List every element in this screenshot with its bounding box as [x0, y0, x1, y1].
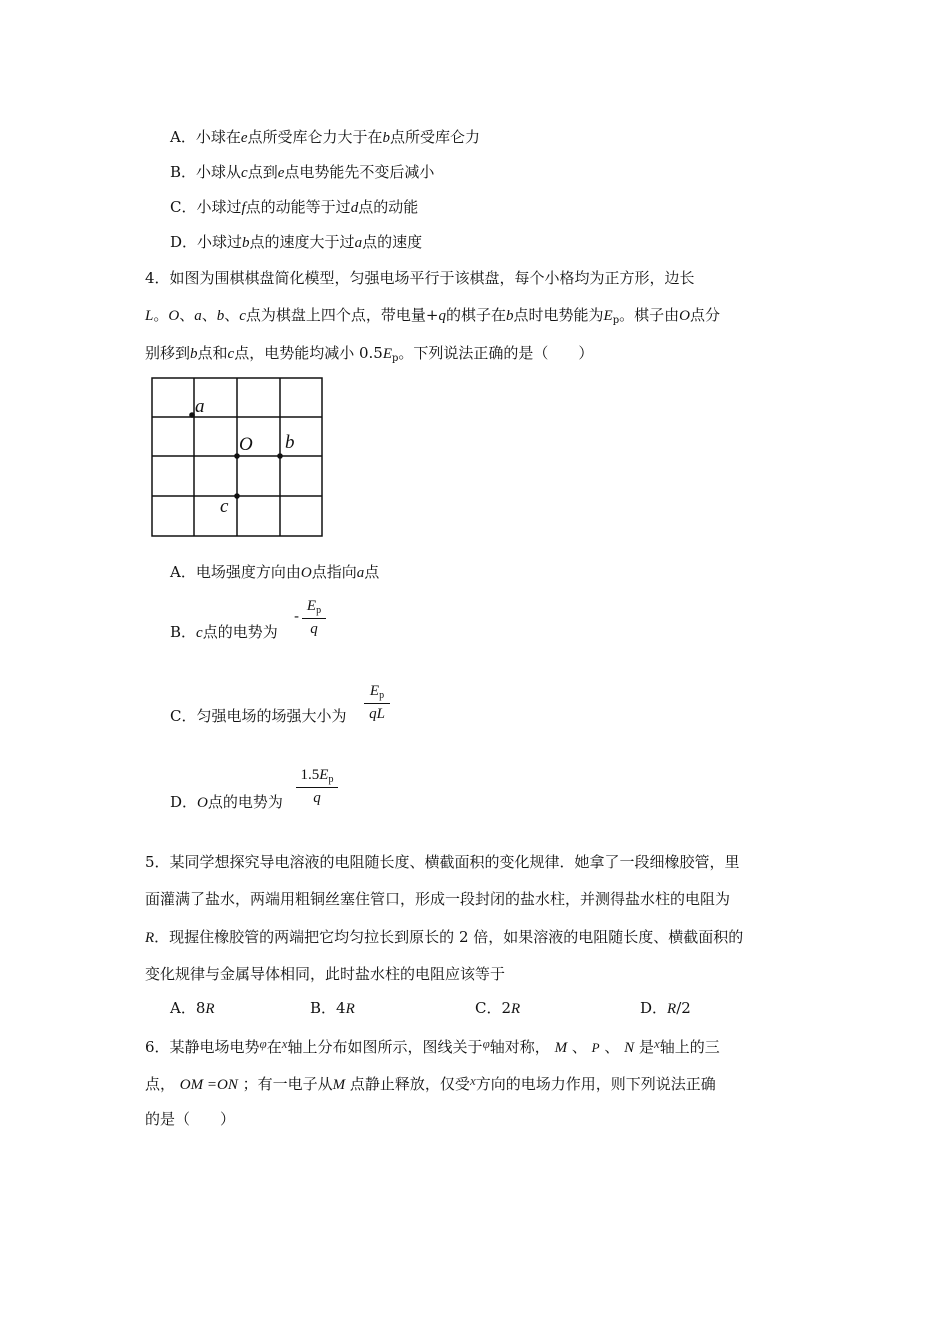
q6-stem-line-2: 点， OM =ON ；有一电子从M 点静止释放，仅受x方向的电场力作用，则下列说法正确: [145, 1073, 716, 1093]
q5-option-d: D．R/2: [640, 999, 691, 1017]
label-c: c: [220, 496, 229, 517]
q4-stem-line-2: L。O、a、b、c点为棋盘上四个点，带电量+q的棋子在b点时电势能为$E_p$。棋子由O点分: [145, 306, 720, 326]
q3-option-c: C．小球过f点的动能等于过d点的动能: [170, 198, 419, 216]
q5-stem-line-1: 5．某同学想探究导电溶液的电阻随长度、横截面积的变化规律．她拿了一段细橡胶管，里: [145, 853, 740, 871]
fraction-ep-over-ql: $E_p$ qL: [364, 683, 390, 723]
q5-options: [170, 998, 770, 1020]
point-c: [234, 493, 240, 499]
q6-stem-line-1: 6．某静电场电势φ在x轴上分布如图所示，图线关于φ轴对称， M 、 P 、 N 是x轴上的三: [145, 1036, 720, 1056]
q4-option-c: C．匀强电场的场强大小为: [170, 707, 347, 725]
q5-option-c: C．2R: [475, 999, 521, 1017]
point-b: [277, 453, 283, 459]
q5-stem-line-4: 变化规律与金属导体相同，此时盐水柱的电阻应该等于: [145, 965, 506, 983]
label-a: a: [195, 396, 205, 417]
point-a: [189, 412, 195, 418]
minus-sign: -: [294, 607, 300, 625]
label-o: O: [239, 434, 253, 455]
q3-option-d: D．小球过b点的速度大于过a点的速度: [170, 233, 423, 251]
q5-stem-line-2: 面灌满了盐水，两端用粗铜丝塞住管口，形成一段封闭的盐水柱，并测得盐水柱的电阻为: [145, 890, 731, 908]
q5-option-b: B．4R: [310, 999, 355, 1017]
q4-stem-line-3: 别移到b点和c点，电势能均减小 $0.5E_p$。下列说法正确的是（ ）: [145, 344, 594, 364]
q6-stem-line-3: 的是（ ）: [145, 1110, 236, 1128]
q5-stem-line-3: R．现握住橡胶管的两端把它均匀拉长到原长的 2 倍，如果溶液的电阻随长度、横截面积的: [145, 928, 744, 946]
fraction-ep-over-q: $E_p$ q: [302, 598, 326, 638]
q3-option-b: B．小球从c点到e点电势能先不变后减小: [170, 163, 435, 181]
q3-option-a: A．小球在e点所受库仑力大于在b点所受库仑力: [170, 128, 481, 146]
q4-option-a: A．电场强度方向由O点指向a点: [170, 563, 380, 581]
q4-option-d: D．O点的电势为: [170, 793, 283, 811]
fraction-1-5ep-over-q: $1.5E_p$ q: [296, 767, 338, 807]
q5-option-a: A．8R: [170, 999, 215, 1017]
label-b: b: [285, 432, 295, 453]
go-board-figure: [150, 376, 326, 538]
q4-stem-line-1: 4．如图为围棋棋盘简化模型，匀强电场平行于该棋盘，每个小格均为正方形，边长: [145, 269, 695, 287]
q4-option-b: B．c点的电势为: [170, 623, 278, 641]
